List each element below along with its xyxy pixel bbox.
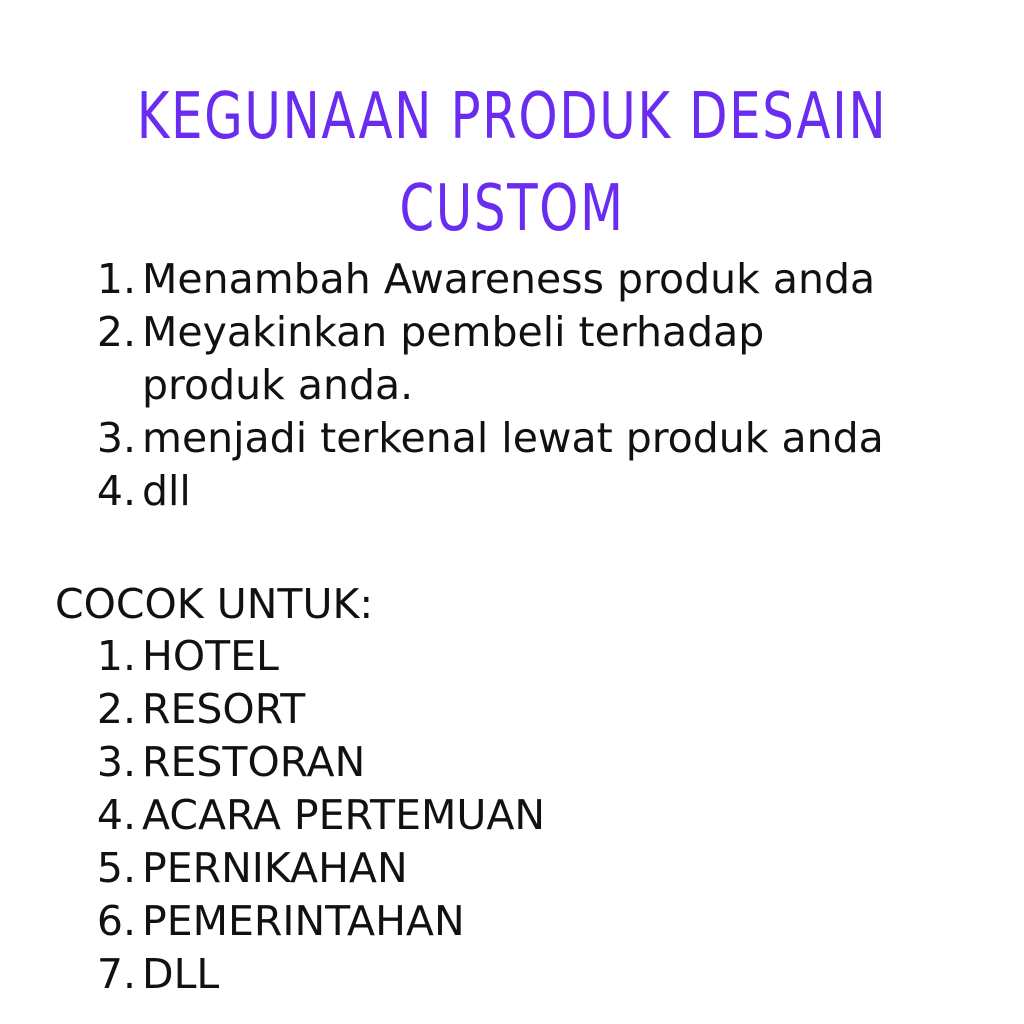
list-number: 3.	[96, 414, 136, 462]
list-item	[0, 465, 990, 518]
list-number: 4.	[96, 467, 136, 515]
list-item	[0, 895, 990, 948]
list-text: ACARA PERTEMUAN	[142, 791, 546, 839]
list-item	[0, 948, 990, 1001]
list-text: PEMERINTAHAN	[142, 897, 465, 945]
list-item	[0, 683, 990, 736]
suitable-for-list	[0, 630, 990, 1001]
list-item	[0, 306, 990, 412]
list-number: 1.	[96, 255, 136, 303]
list-item	[0, 842, 990, 895]
list-number: 7.	[96, 950, 136, 998]
list-text: menjadi terkenal lewat produk anda	[142, 414, 884, 462]
title-line-1: KEGUNAAN PRODUK DESAIN	[136, 79, 888, 154]
list-item	[0, 736, 990, 789]
list-text: Meyakinkan pembeli terhadap produk anda.	[142, 308, 765, 409]
list-item	[0, 789, 990, 842]
list-text: PERNIKAHAN	[142, 844, 408, 892]
list-number: 2.	[96, 685, 136, 733]
list-number: 2.	[96, 308, 136, 356]
list-item	[0, 253, 990, 306]
list-text: Menambah Awareness produk anda	[142, 255, 876, 303]
list-text: RESORT	[142, 685, 306, 733]
section-heading: COCOK UNTUK:	[55, 580, 374, 628]
list-text: HOTEL	[142, 632, 279, 680]
list-number: 3.	[96, 738, 136, 786]
list-item	[0, 630, 990, 683]
page-title	[113, 71, 912, 255]
list-number: 5.	[96, 844, 136, 892]
list-number: 1.	[96, 632, 136, 680]
list-item	[0, 412, 990, 465]
list-text: DLL	[142, 950, 220, 998]
list-text: dll	[142, 467, 191, 515]
list-number: 6.	[96, 897, 136, 945]
list-text: RESTORAN	[142, 738, 366, 786]
benefits-list	[0, 253, 990, 518]
title-line-2: CUSTOM	[399, 171, 625, 246]
list-number: 4.	[96, 791, 136, 839]
